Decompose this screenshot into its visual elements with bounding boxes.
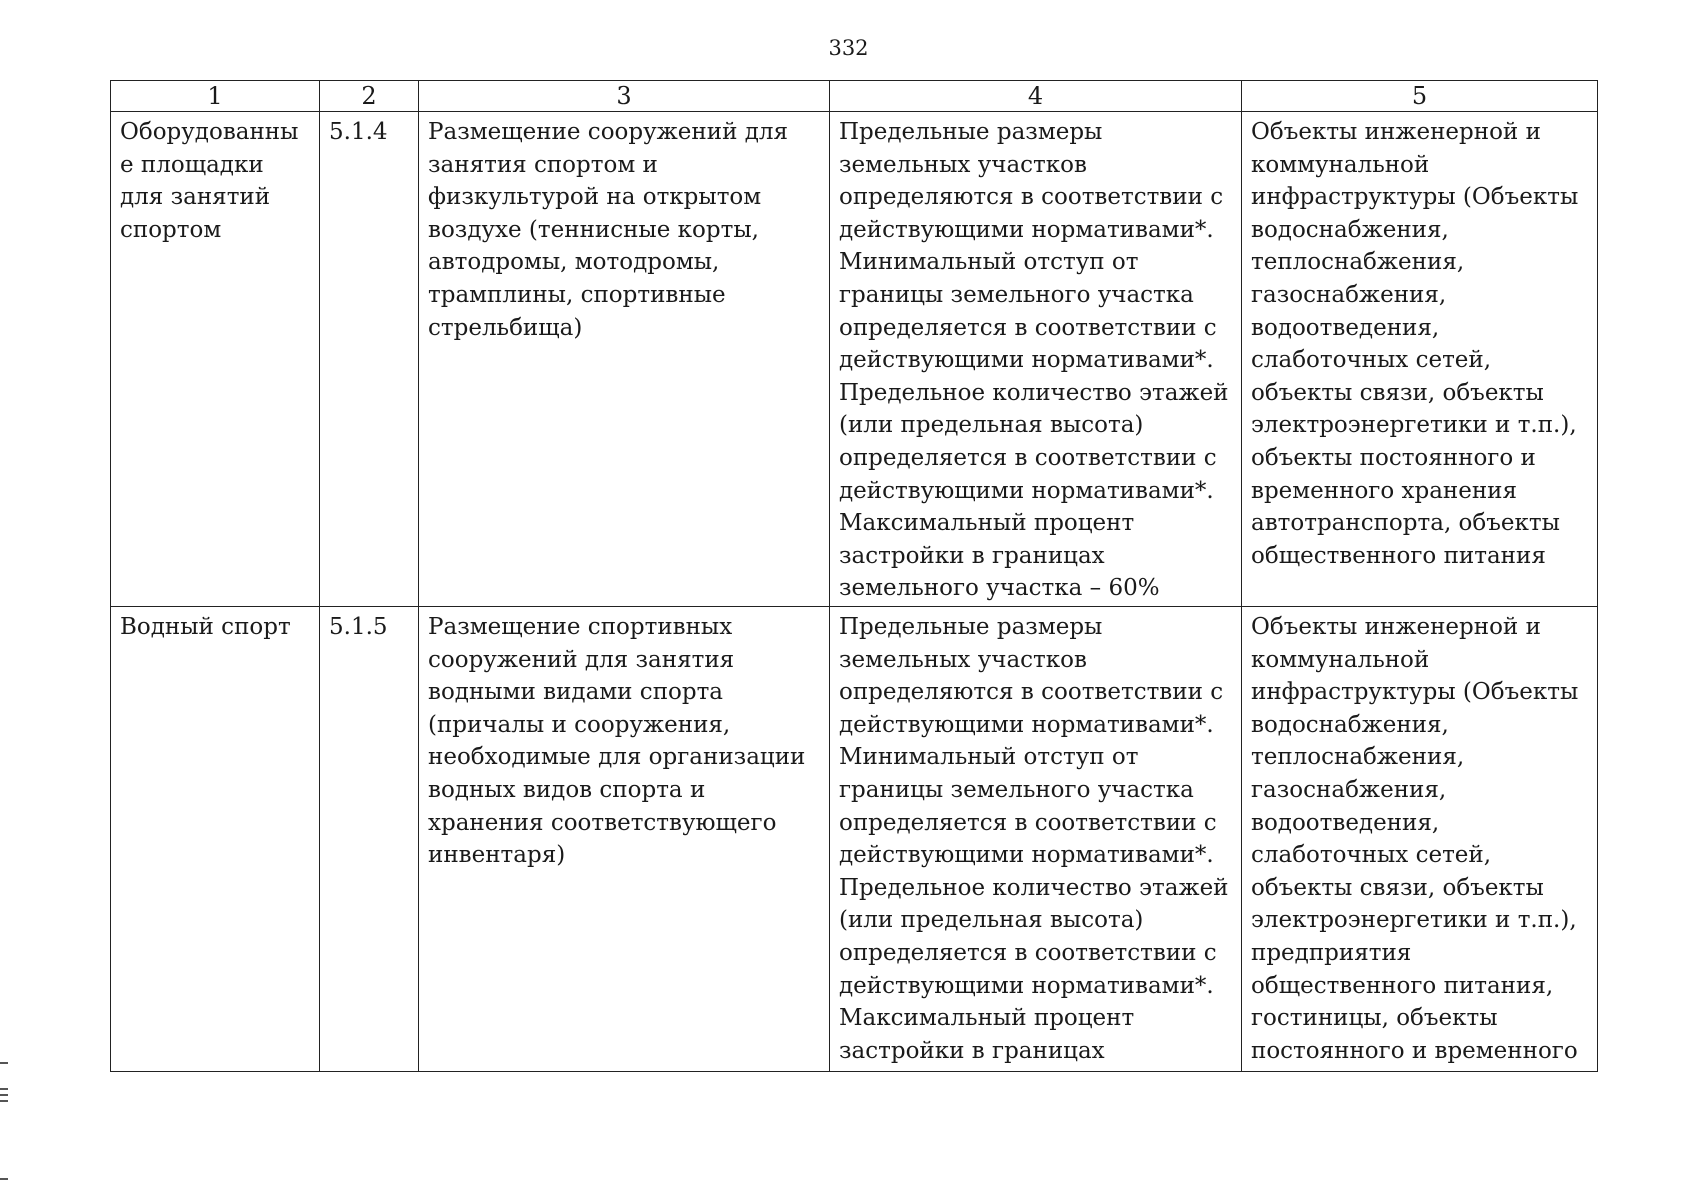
use-parameters: Предельные размеры земельных участков определяются в соответствии с действующими нормативами*. Минимальный отступ от границы земельного участка определяется в соответствии с действующими нормативами*. Предельное количество этажей (или предельная высота) определяется в соответствии с действующими нормативами*. Максимальный процент застройки в границах xyxy=(839,614,1229,1064)
auxiliary-uses: Объекты инженерной и коммунальной инфраструктуры (Объекты водоснабжения, теплоснабжения, газоснабжения, водоотведения, слаботочных сетей, объекты связи, объекты электроэнергетики и т.п.), объекты постоянного и временного хранения автотранспорта, объекты общественного питания xyxy=(1251,119,1579,569)
scan-margin-mark xyxy=(0,1100,8,1102)
use-description-cell xyxy=(419,607,830,1072)
auxiliary-uses: Объекты инженерной и коммунальной инфраструктуры (Объекты водоснабжения, теплоснабжения, газоснабжения, водоотведения, слаботочных сетей, объекты связи, объекты электроэнергетики и т.п.), предприятия общественного питания, гостиницы, объекты постоянного и временного xyxy=(1251,614,1579,1064)
use-description-cell xyxy=(419,112,830,607)
auxiliary-uses-cell xyxy=(1242,112,1598,607)
auxiliary-uses-cell xyxy=(1242,607,1598,1072)
use-name: Водный спорт xyxy=(120,614,291,640)
column-header-4: 4 xyxy=(830,81,1242,112)
scan-margin-mark xyxy=(0,1178,8,1180)
use-name-cell xyxy=(111,112,320,607)
use-description: Размещение сооружений для занятия спортом и физкультурой на открытом воздухе (теннисные корты, автодромы, мотодромы, трамплины, спортивные стрельбища) xyxy=(428,119,788,341)
use-parameters: Предельные размеры земельных участков определяются в соответствии с действующими нормативами*. Минимальный отступ от границы земельного участка определяется в соответствии с действующими нормативами*. Предельное количество этажей (или предельная высота) определяется в соответствии с действующими нормативами*. Максимальный процент застройки в границах земельного участка – 60% xyxy=(839,119,1229,602)
column-header-1: 1 xyxy=(111,81,320,112)
column-header-2: 2 xyxy=(320,81,419,112)
use-parameters-cell xyxy=(830,112,1242,607)
use-code: 5.1.4 xyxy=(329,119,388,145)
table-header-row xyxy=(111,81,1598,112)
column-header-5: 5 xyxy=(1242,81,1598,112)
scan-margin-mark xyxy=(0,1062,8,1064)
use-name-cell xyxy=(111,607,320,1072)
table-row xyxy=(111,112,1598,607)
table-row xyxy=(111,607,1598,1072)
use-code-cell xyxy=(320,112,419,607)
page-number: 332 xyxy=(828,36,869,60)
land-use-table xyxy=(110,80,1598,1072)
use-description: Размещение спортивных сооружений для занятия водными видами спорта (причалы и сооружения, необходимые для организации водных видов спорта и хранения соответствующего инвентаря) xyxy=(428,614,806,869)
use-parameters-cell xyxy=(830,607,1242,1072)
use-code-cell xyxy=(320,607,419,1072)
use-name: Оборудованны е площадки для занятий спортом xyxy=(120,119,299,243)
scan-margin-mark xyxy=(0,1094,8,1096)
scan-margin-mark xyxy=(0,1088,8,1090)
use-code: 5.1.5 xyxy=(329,614,388,640)
column-header-3: 3 xyxy=(419,81,830,112)
